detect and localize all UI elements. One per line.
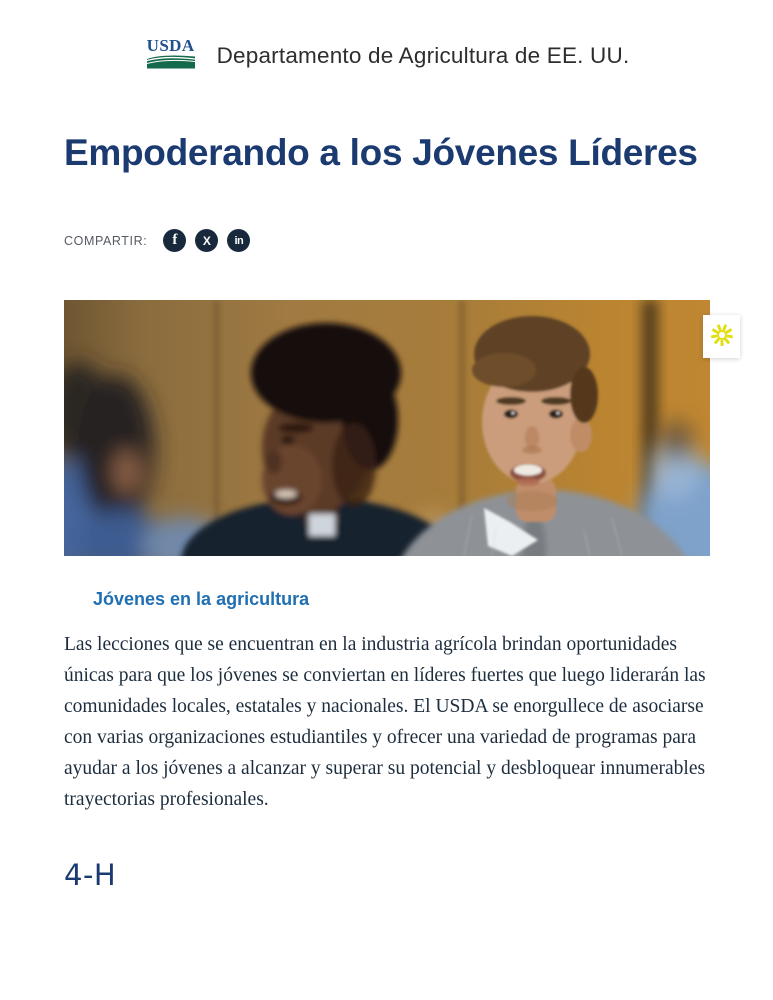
usda-logo-wordmark: USDA [146,36,195,55]
agency-name: Departamento de Agricultura de EE. UU. [216,43,630,68]
facebook-icon: f [172,232,178,248]
linkedin-share-button[interactable] [227,229,250,252]
usda-logo[interactable] [144,38,198,74]
hero-image [64,300,710,556]
asterisk-badge[interactable] [703,315,740,358]
share-label: COMPARTIR: [64,233,148,248]
x-twitter-share-button[interactable] [195,229,218,252]
asterisk-icon [710,323,734,350]
image-caption: Jóvenes en la agricultura [93,589,310,609]
usda-logo-field-icon [146,53,196,74]
share-bar [64,229,250,252]
article-body: Las lecciones que se encuentran en la industria agrícola brindan oportunidades únicas para que los jóvenes se conviertan en líderes fuertes que luego liderarán las comunidades locales, estatales y nacionales. El USDA se enorgullece de asociarse con varias organizaciones estudiantiles y ofrecer una variedad de programas para ayudar a los jóvenes a alcanzar y superar su potencial y desbloquear innumerables trayectorias profesionales. [64,634,706,810]
site-header [0,38,773,74]
linkedin-icon: in [234,234,244,247]
subheading-4h: 4-H [64,858,117,892]
facebook-share-button[interactable] [163,229,186,252]
page-title: Empoderando a los Jóvenes Líderes [64,132,698,173]
x-twitter-icon: X [202,233,211,248]
